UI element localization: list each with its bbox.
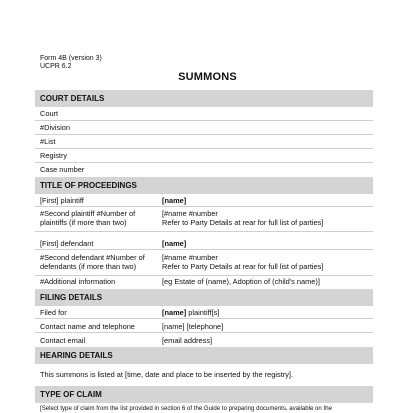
section-title-of-proceedings: TITLE OF PROCEEDINGS (35, 177, 373, 194)
value-second-defendant (162, 253, 370, 271)
row-case-number (35, 163, 373, 177)
row-court (35, 107, 373, 121)
value-filed-for-name: [name] (162, 308, 187, 317)
value-first-plaintiff: [name] (162, 196, 187, 205)
row-filed-for (35, 306, 373, 319)
row-first-defendant (35, 237, 373, 250)
value-second-defendant-line2: Refer to Party Details at rear for full list of parties] (162, 262, 324, 271)
label-contact-name: Contact name and telephone (40, 322, 135, 331)
row-contact-name (35, 319, 373, 333)
row-contact-email (35, 333, 373, 347)
label-registry: Registry (40, 151, 68, 160)
label-court: Court (40, 109, 59, 118)
page-title: SUMMONS (178, 71, 237, 83)
form-meta (40, 55, 102, 71)
label-filed-for: Filed for (40, 308, 67, 317)
row-type-of-claim-text (35, 403, 373, 413)
hearing-text: This summons is listed at [time, date and place to be inserted by the registry]. (40, 370, 294, 379)
row-first-plaintiff (35, 194, 373, 207)
label-second-defendant-line1: #Second defendant #Number of (40, 253, 145, 262)
label-second-plaintiff (40, 209, 160, 227)
label-additional-information: #Additional information (40, 277, 116, 286)
label-contact-email: Contact email (40, 336, 86, 345)
row-list (35, 135, 373, 149)
row-hearing-text (35, 364, 373, 386)
value-filed-for (162, 308, 370, 317)
value-first-defendant: [name] (162, 239, 187, 248)
row-second-defendant (35, 251, 373, 276)
value-contact-email: [email address] (162, 336, 213, 345)
label-first-defendant: [First] defendant (40, 239, 94, 248)
row-second-plaintiff (35, 207, 373, 232)
value-second-plaintiff-line2: Refer to Party Details at rear for full list of parties] (162, 218, 324, 227)
value-contact-name: [name] [telephone] (162, 322, 224, 331)
section-type-of-claim: TYPE OF CLAIM (35, 386, 373, 403)
value-second-plaintiff (162, 209, 370, 227)
label-second-plaintiff-line1: #Second plaintiff #Number of (40, 209, 136, 218)
value-second-plaintiff-line1: [#name #number (162, 209, 218, 218)
label-list: #List (40, 137, 56, 146)
type-of-claim-text: [Select type of claim from the list provided in section 6 of the Guide to preparing documents, available on the (40, 405, 332, 412)
value-second-defendant-line1: [#name #number (162, 253, 218, 262)
label-second-plaintiff-line2: plaintiffs (if more than two) (40, 218, 127, 227)
section-court-details: COURT DETAILS (35, 90, 373, 107)
row-registry (35, 149, 373, 163)
row-division (35, 121, 373, 135)
section-filing-details: FILING DETAILS (35, 289, 373, 306)
label-case-number: Case number (40, 165, 85, 174)
section-hearing-details: HEARING DETAILS (35, 347, 373, 364)
label-second-defendant (40, 253, 160, 271)
value-additional-information: [eg Estate of (name), Adoption of (child's name)] (162, 277, 320, 286)
value-filed-for-role: plaintiff[s] (186, 308, 220, 317)
label-division: #Division (40, 123, 70, 132)
label-first-plaintiff: [First] plaintiff (40, 196, 84, 205)
rule-reference: UCPR 6.2 (40, 63, 72, 70)
form-number: Form 4B (version 3) (40, 55, 102, 62)
label-second-defendant-line2: defendants (if more than two) (40, 262, 137, 271)
row-additional-information (35, 276, 373, 289)
